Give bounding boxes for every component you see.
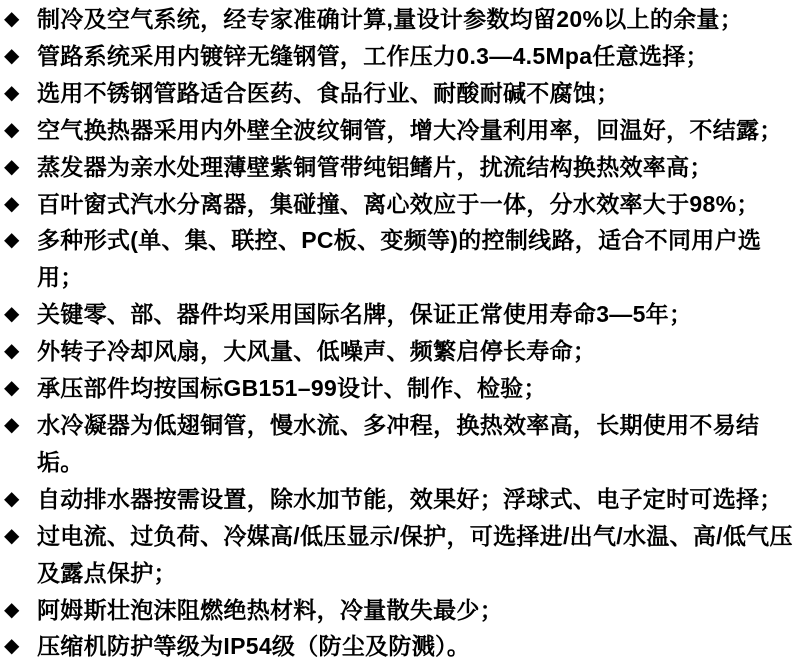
diamond-bullet-icon: ◆ [4, 303, 20, 326]
list-item [4, 628, 800, 665]
diamond-bullet-icon: ◆ [4, 377, 20, 400]
list-item [4, 518, 800, 592]
list-item [4, 370, 800, 407]
list-item [4, 186, 800, 223]
list-item [4, 149, 800, 186]
list-item [4, 333, 800, 370]
diamond-bullet-icon: ◆ [4, 118, 20, 141]
list-item [4, 592, 800, 629]
feature-text: 关键零、部、器件均采用国际名牌，保证正常使用寿命3—5年； [37, 301, 693, 328]
list-item [4, 481, 800, 518]
feature-text: 自动排水器按需设置，除水加节能，效果好；浮球式、电子定时可选择； [37, 485, 783, 512]
list-item [4, 407, 800, 481]
list-item [4, 38, 800, 75]
feature-text: 管路系统采用内镀锌无缝钢管，工作压力0.3—4.5Mpa任意选择； [37, 42, 709, 69]
diamond-bullet-icon: ◆ [4, 524, 20, 547]
diamond-bullet-icon: ◆ [4, 598, 20, 621]
feature-text: 外转子冷却风扇，大风量、低噪声、频繁启停长寿命； [37, 338, 597, 365]
diamond-bullet-icon: ◆ [4, 192, 20, 215]
diamond-bullet-icon: ◆ [4, 81, 20, 104]
diamond-bullet-icon: ◆ [4, 340, 20, 363]
diamond-bullet-icon: ◆ [4, 487, 20, 510]
feature-text: 百叶窗式汽水分离器，集碰撞、离心效应于一体，分水效率大于98%； [37, 190, 760, 217]
list-item [4, 296, 800, 333]
feature-text: 水冷凝器为低翅铜管，慢水流、多冲程，换热效率高，长期使用不易结垢。 [37, 411, 760, 475]
diamond-bullet-icon: ◆ [4, 155, 20, 178]
diamond-bullet-icon: ◆ [4, 635, 20, 658]
list-item [4, 112, 800, 149]
diamond-bullet-icon: ◆ [4, 8, 20, 30]
feature-text: 压缩机防护等级为IP54级（防尘及防溅）。 [37, 633, 471, 660]
feature-text: 选用不锈钢管路适合医药、食品行业、耐酸耐碱不腐蚀； [37, 79, 620, 106]
feature-text: 过电流、过负荷、冷媒高/低压显示/保护，可选择进/出气/水温、高/低气压及露点保护； [37, 522, 793, 586]
feature-text: 空气换热器采用内外壁全波纹铜管，增大冷量利用率，回温好，不结露； [37, 116, 783, 143]
feature-text: 承压部件均按国标GB151–99设计、制作、检验； [37, 375, 547, 402]
diamond-bullet-icon: ◆ [4, 229, 20, 252]
diamond-bullet-icon: ◆ [4, 413, 20, 436]
list-item [4, 1, 800, 38]
feature-text: 蒸发器为亲水处理薄壁紫铜管带纯铝鳍片，扰流结构换热效率高； [37, 153, 713, 180]
feature-text: 多种形式(单、集、联控、PC板、变频等)的控制线路，适合不同用户选用； [37, 227, 762, 291]
feature-text: 阿姆斯壮泡沫阻燃绝热材料，冷量散失最少； [37, 596, 503, 623]
list-item [4, 75, 800, 112]
feature-text: 制冷及空气系统，经专家准确计算,量设计参数均留20%以上的余量； [37, 6, 744, 32]
list-item [4, 222, 800, 296]
diamond-bullet-icon: ◆ [4, 44, 20, 67]
